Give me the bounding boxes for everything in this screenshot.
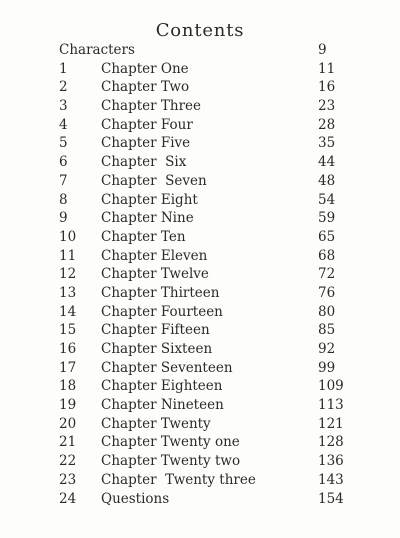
toc-entry-number: 9 [59,210,68,227]
toc-entry-number: 6 [59,154,68,171]
toc-entry [0,60,400,79]
toc-entry [0,471,400,490]
toc-entry-page: 16 [318,79,336,96]
toc-entry [0,396,400,415]
toc-entry-number: 8 [59,191,68,208]
toc-entry-page: 23 [318,98,336,115]
toc-entry-title: Chapter Five [101,135,191,152]
toc-entry-title: Chapter Eleven [101,247,208,264]
toc-entry [0,359,400,378]
toc-entry-title: Chapter Six [101,154,187,171]
toc-entry-title: Chapter Twenty one [101,434,240,451]
toc-entry-title: Chapter Four [101,116,193,133]
toc-entry-title: Chapter Fifteen [101,322,210,339]
toc-entry-number: 16 [59,341,77,357]
toc-entry-title: Chapter Ten [101,228,186,245]
toc-entry-title: Chapter Twenty two [101,453,241,470]
toc-entry-number: 15 [59,322,77,339]
toc-entry-number: 12 [59,266,77,283]
toc-entry-title: Chapter Eighteen [101,378,223,395]
toc-entry-page: 68 [318,247,336,264]
toc-entry [0,116,400,135]
toc-entry-page: 128 [318,434,344,451]
toc-entry [0,247,400,266]
toc-entry-characters [0,41,400,60]
toc-entry-number: 18 [59,378,77,395]
toc-entry-page: 35 [318,135,336,152]
toc-entry-title: Chapter Two [101,79,190,96]
toc-entry-title: Chapter Eight [101,191,198,208]
toc-entry-title: Chapter Sixteen [101,341,213,357]
toc-entry-page: 54 [318,191,336,208]
toc-entry-title: Chapter Fourteen [101,303,223,320]
table-of-contents [0,41,400,508]
toc-entry-number: 2 [59,79,68,96]
toc-entry-title: Questions [101,490,170,507]
toc-entry-page: 113 [318,397,344,414]
toc-entry-number: 11 [59,247,77,264]
toc-entry-title: Chapter Seven [101,172,207,189]
toc-entry-page: 121 [318,415,344,432]
toc-entry-number: 24 [59,490,77,507]
toc-entry-number: 22 [59,453,77,470]
toc-entry-title: Chapter Seventeen [101,359,233,376]
toc-entry-title: Chapter Nine [101,210,194,227]
toc-entry-number: 10 [59,228,77,245]
toc-entry [0,191,400,210]
toc-entry-title: Chapter Twenty [101,415,211,432]
toc-entry-number: 1 [59,60,68,77]
toc-entry-number: 21 [59,434,77,451]
toc-entry-page: 44 [318,154,336,171]
toc-entry [0,452,400,471]
toc-entry-page: 28 [318,116,336,133]
toc-entry [0,340,400,359]
toc-entry-title: Chapter One [101,60,189,77]
toc-entry [0,415,400,434]
toc-entry-number: 7 [59,172,68,189]
toc-entry-page: 85 [318,322,336,339]
toc-entry-page: 154 [318,490,344,507]
toc-entry [0,78,400,97]
toc-entry-page: 72 [318,266,336,283]
toc-entry-page: 80 [318,303,336,320]
toc-entry-number: 3 [59,98,68,115]
toc-entry-page: 92 [318,341,336,357]
toc-entry-number: 14 [59,303,77,320]
toc-entry-title: Chapter Twelve [101,266,209,283]
toc-entry [0,172,400,191]
toc-entry-page: 143 [318,471,344,488]
toc-entry-title: Characters [59,42,135,58]
toc-entry [0,303,400,322]
toc-entry [0,209,400,228]
toc-entry-page: 9 [318,42,327,58]
toc-entry-page: 136 [318,453,344,470]
toc-entry-number: 19 [59,397,77,414]
toc-entry-page: 59 [318,210,336,227]
toc-entry-title: Chapter Twenty three [101,471,256,488]
toc-entry [0,284,400,303]
toc-entry [0,321,400,340]
toc-entry-title: Chapter Three [101,98,202,115]
toc-entry-number: 17 [59,359,77,376]
toc-entry-number: 13 [59,284,77,301]
toc-entry-page: 48 [318,172,336,189]
toc-entry-number: 23 [59,471,77,488]
page-title: Contents [155,20,245,41]
toc-entry-page: 76 [318,284,336,301]
toc-entry-title: Chapter Nineteen [101,397,224,414]
toc-entry [0,377,400,396]
toc-entry-page: 99 [318,359,336,376]
toc-entry-page: 11 [318,60,336,77]
toc-entry-number: 20 [59,415,77,432]
toc-entry [0,433,400,452]
toc-entry [0,265,400,284]
toc-entry [0,153,400,172]
toc-entry [0,228,400,247]
toc-entry-title: Chapter Thirteen [101,284,220,301]
toc-entry-number: 5 [59,135,68,152]
toc-entry-page: 65 [318,228,336,245]
toc-entry [0,134,400,153]
toc-entry [0,97,400,116]
toc-entry-number: 4 [59,116,68,133]
toc-entry-questions [0,490,400,509]
toc-entry-page: 109 [318,378,344,395]
